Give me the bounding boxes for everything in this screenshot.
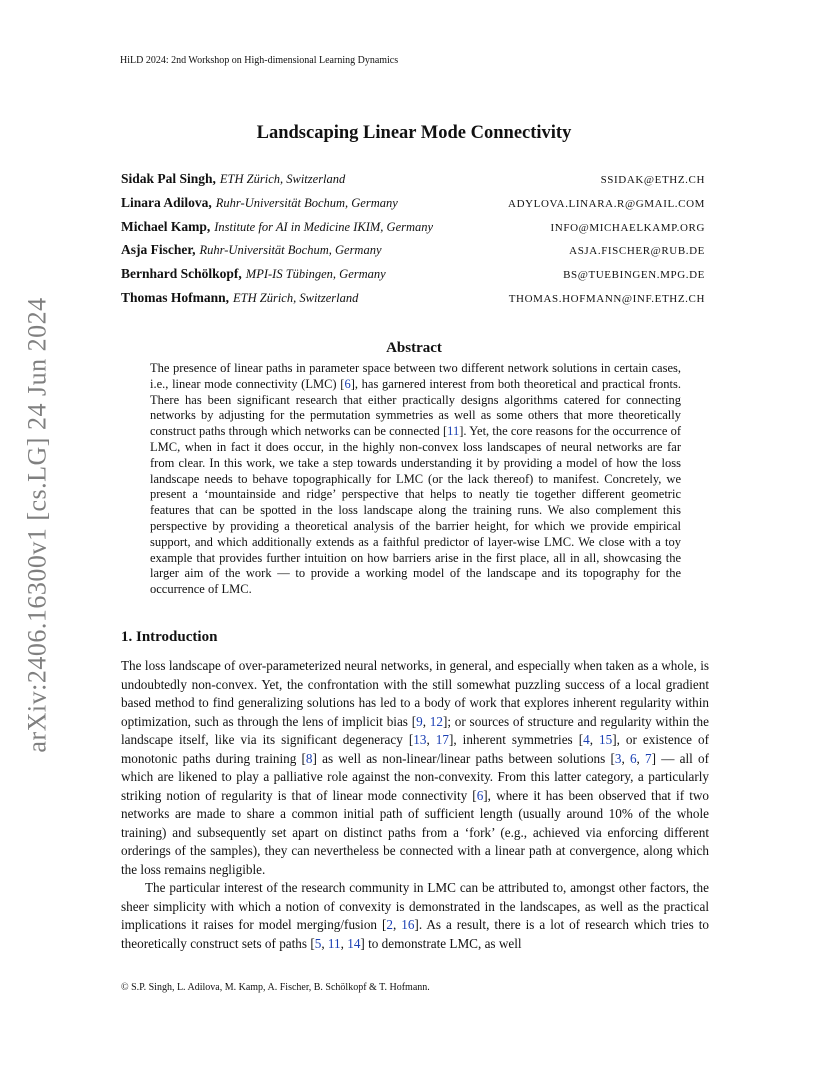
text-segment: ] as well as non-linear/linear paths between solutions [ (312, 750, 615, 766)
text-segment: ], or existence of monotonic paths during training [ (121, 732, 710, 766)
text-segment: , (321, 935, 328, 951)
author-email: INFO@MICHAELKAMP.ORG (550, 221, 705, 234)
abstract-heading: Abstract (386, 340, 442, 356)
author-name: Sidak Pal Singh, (121, 171, 216, 186)
author-affiliation: Ruhr-Universität Bochum, Germany (199, 243, 382, 258)
citation-link[interactable]: 8 (305, 750, 313, 766)
paper-title: Landscaping Linear Mode Connectivity (256, 123, 572, 143)
text-segment: ], where it has been observed that if two networks are made to share a common initial path of sufficient length (usually around 10% of the whole training) and subsequently set apart on distinct paths from a ‘fork’ (e.g., achieved via enforcing different orderings of the samples), they can nevertheless be connected with a linear path at convergence, along which the loss remains negligible. (121, 787, 709, 877)
section-heading: 1. Introduction (121, 629, 218, 645)
text-segment: , (392, 917, 402, 932)
citation-link[interactable]: 11 (327, 935, 341, 951)
author-affiliation: ETH Zürich, Switzerland (233, 290, 359, 305)
text-segment: ]; or sources of structure and regularity within the landscape itself, like via its significant degeneracy [ (121, 713, 709, 747)
author-row (121, 218, 705, 242)
citation-link[interactable]: 12 (429, 713, 443, 729)
citation-link[interactable]: 7 (645, 750, 652, 766)
author-name: Thomas Hofmann, (121, 289, 230, 305)
citation-link[interactable]: 4 (583, 732, 590, 747)
copyright-footer: © S.P. Singh, L. Adilova, M. Kamp, A. Fischer, B. Schölkopf & T. Hofmann. (121, 982, 430, 993)
text-segment: ] — all of which are likened to play a palliative role against the non-convexity. From this latter category, a particularly striking notion of regularity is that of linear mode connectivity [ (121, 750, 709, 803)
author-row (121, 289, 705, 313)
author-row (121, 265, 705, 289)
text-segment: , (589, 732, 600, 747)
text-segment: ] to demonstrate LMC, as well (360, 935, 522, 951)
author-row (121, 194, 705, 218)
citation-link[interactable]: 15 (599, 732, 613, 747)
author-affiliation: ETH Zürich, Switzerland (219, 172, 346, 186)
text-segment: , (621, 750, 630, 766)
citation-link[interactable]: 5 (314, 935, 322, 951)
text-segment: , (426, 732, 436, 747)
citation-link[interactable]: 6 (344, 376, 351, 391)
author-name: Bernhard Schölkopf, (121, 266, 242, 282)
citation-link[interactable]: 16 (401, 917, 415, 932)
citation-link[interactable]: 3 (614, 750, 622, 766)
author-email: ASJA.FISCHER@RUB.DE (569, 245, 705, 258)
author-email: BS@TUEBINGEN.MPG.DE (563, 269, 705, 282)
paragraph (121, 657, 709, 879)
author-name: Asja Fischer, (121, 242, 196, 258)
paragraph (121, 879, 709, 953)
citation-link[interactable]: 2 (386, 917, 393, 932)
author-affiliation: Institute for AI in Medicine IKIM, Germany (214, 219, 434, 234)
text-segment: The loss landscape of over-parameterized neural networks, in general, and especially when taken as a whole, is undoubtedly non-convex. Yet, the confrontation with the still somewhat puzzling success of a local gradient based method to find generalizing solutions has led to a body of work that explores inherent regularity within optimization, such as through the lens of implicit bias [ (121, 658, 709, 729)
citation-link[interactable]: 11 (447, 424, 460, 439)
author-row (121, 170, 705, 194)
author-email: SSIDAK@ETHZ.CH (600, 174, 705, 186)
citation-link[interactable]: 6 (629, 750, 637, 766)
author-list (121, 170, 705, 313)
author-email: THOMAS.HOFMANN@INF.ETHZ.CH (508, 292, 705, 305)
text-segment: ], inherent symmetries [ (448, 732, 584, 747)
text-segment: , (422, 713, 430, 729)
abstract-text-segment: ], has garnered interest from both theoretical and practical fronts. There has been significant research that either practically designs algorithms catered for connecting networks by adjusting for the permutation symmetries as well as some others that more theoretically construct paths through which networks can be connected [ (150, 376, 681, 439)
citation-link[interactable]: 9 (416, 713, 423, 729)
venue-header: HiLD 2024: 2nd Workshop on High-dimensional Learning Dynamics (120, 55, 399, 66)
abstract-text-segment: The presence of linear paths in parameter space between two different network solutions in certain cases, i.e., linear mode connectivity (LMC) [ (150, 361, 681, 391)
citation-link[interactable]: 17 (435, 732, 449, 747)
citation-link[interactable]: 14 (347, 935, 361, 951)
author-affiliation: MPI-IS Tübingen, Germany (245, 267, 386, 282)
arxiv-stamp-text: arXiv:2406.16300v1 [cs.LG] 24 Jun 2024 (23, 297, 52, 753)
author-affiliation: Ruhr-Universität Bochum, Germany (215, 195, 398, 210)
citation-link[interactable]: 6 (476, 787, 484, 803)
text-segment: ]. As a result, there is a lot of research which tries to theoretically construct sets of paths [ (121, 917, 710, 951)
author-name: Michael Kamp, (121, 218, 211, 234)
author-email: ADYLOVA.LINARA.R@GMAIL.COM (508, 197, 705, 210)
text-segment: The particular interest of the research community in LMC can be attributed to, amongst other factors, the sheer simplicity with which a notion of convexity is demonstrated in the landscapes, as well as the practical implications it raises for model merging/fusion [ (121, 880, 709, 932)
citation-link[interactable]: 13 (413, 732, 427, 747)
introduction-body (121, 657, 709, 953)
author-row (121, 241, 705, 265)
abstract-text-segment: ]. Yet, the core reasons for the occurrence of LMC, when in fact it does occur, in the highly non-convex loss landscapes of neural networks are far from clear. In this work, we take a step towards understanding it by providing a model of how the loss landscape needs to behave topographically for LMC (or the lack thereof) to manifest. Concretely, we present a ‘mountainside and ridge’ perspective that helps to neatly tie together different geometric features that can be spotted in the loss landscape along the training runs. We also complement this perspective by providing a theoretical analysis of the barrier height, for which we provide empirical support, and which additionally extends as a faithful predictor of layer-wise LMC. We close with a toy example that provides further intuition on how barriers arise in the first place, all in all, showcasing the larger aim of the work — to provide a working model of the landscape and its topography for the occurrence of LMC. (150, 424, 682, 597)
text-segment: , (636, 750, 646, 766)
author-name: Linara Adilova, (121, 194, 212, 210)
arxiv-stamp (18, 290, 58, 760)
abstract-text (150, 361, 681, 598)
text-segment: , (340, 935, 348, 951)
